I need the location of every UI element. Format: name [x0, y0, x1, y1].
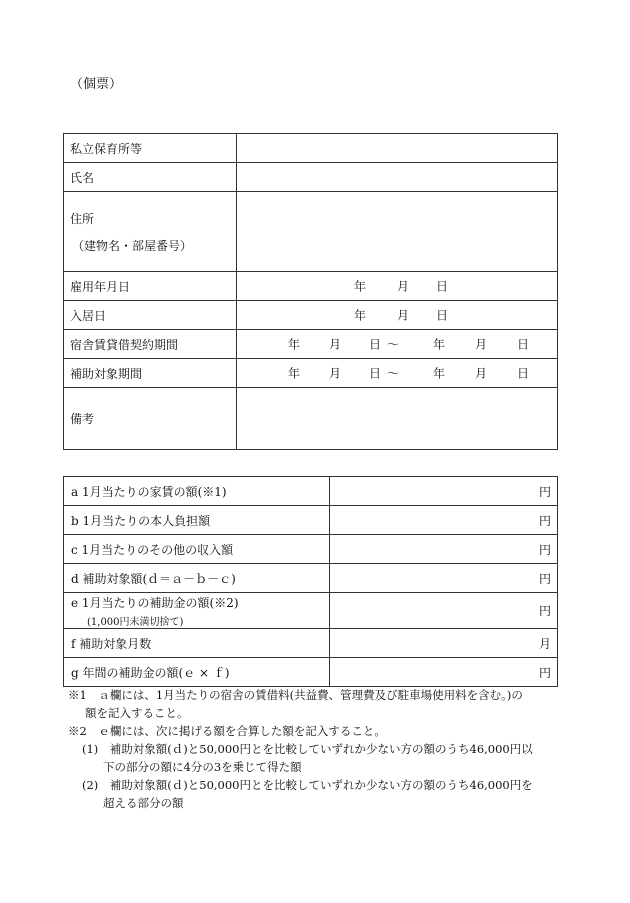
end-year-unit: 年: [433, 337, 446, 352]
calc-row-d: [64, 564, 558, 593]
end-day-unit: 日: [517, 366, 530, 381]
note-2-item-1-line-2: 下の部分の額に4分の3を乗じて得た額: [103, 760, 302, 774]
address-label: 住所: [70, 211, 95, 226]
move-in-date-field[interactable]: [237, 301, 558, 330]
start-day-unit: 日: [369, 337, 382, 352]
start-month-unit: 月: [329, 337, 342, 352]
range-tilde: 〜: [387, 337, 400, 352]
calc-row-a: [64, 477, 558, 506]
subsidy-period-field[interactable]: [237, 359, 558, 388]
end-month-unit: 月: [475, 366, 488, 381]
calc-row-c: [64, 535, 558, 564]
end-day-unit: 日: [517, 337, 530, 352]
name-value-field[interactable]: [237, 163, 558, 192]
subsidy-months-field[interactable]: 月: [330, 629, 558, 658]
employment-date-row: [64, 272, 558, 301]
year-unit: 年: [354, 308, 367, 323]
calc-row-b: [64, 506, 558, 535]
rounding-note: (1,000円未満切捨て): [87, 616, 184, 628]
self-burden-field[interactable]: 円: [330, 506, 558, 535]
address-row: [64, 192, 558, 272]
day-unit: 日: [436, 308, 449, 323]
note-1-line-1: ※1 ａ欄には、1月当たりの宿舎の賃借料(共益費、管理費及び駐車場使用料を含む。)の: [68, 688, 523, 702]
monthly-subsidy-label-cell: [64, 593, 330, 629]
subsidy-period-row: [64, 359, 558, 388]
annual-subsidy-field[interactable]: 円: [330, 658, 558, 687]
note-1-line-2: 額を記入すること。: [85, 706, 189, 720]
start-year-unit: 年: [288, 366, 301, 381]
day-unit: 日: [436, 279, 449, 294]
address-label-cell: [64, 192, 237, 272]
lease-period-label: 宿舎賃貸借契約期間: [64, 330, 237, 359]
calc-row-e: [64, 593, 558, 629]
other-income-label: c 1月当たりのその他の収入額: [64, 535, 330, 564]
facility-label: 私立保育所等: [64, 134, 237, 163]
lease-period-row: [64, 330, 558, 359]
subsidy-months-label: f 補助対象月数: [64, 629, 330, 658]
calc-row-g: [64, 658, 558, 687]
end-year-unit: 年: [433, 366, 446, 381]
year-unit: 年: [354, 279, 367, 294]
name-row: [64, 163, 558, 192]
note-2-item-2-line-1: (2) 補助対象額(ｄ)と50,000円とを比較していずれか少ない方の額のうち46,000円を: [82, 778, 533, 792]
self-burden-label: b 1月当たりの本人負担額: [64, 506, 330, 535]
applicant-info-table: [63, 133, 558, 450]
facility-value-field[interactable]: [237, 134, 558, 163]
remarks-label: 備考: [64, 388, 237, 450]
rent-amount-label: a 1月当たりの家賃の額(※1): [64, 477, 330, 506]
calc-row-f: [64, 629, 558, 658]
month-unit: 月: [397, 279, 410, 294]
start-year-unit: 年: [288, 337, 301, 352]
note-2: ※2 ｅ欄には、次に掲げる額を合算した額を記入すること。: [68, 724, 386, 738]
subsidy-period-label: 補助対象期間: [64, 359, 237, 388]
employment-date-field[interactable]: [237, 272, 558, 301]
other-income-field[interactable]: 円: [330, 535, 558, 564]
employment-date-label: 雇用年月日: [64, 272, 237, 301]
annual-subsidy-label: g 年間の補助金の額(ｅ × ｆ): [64, 658, 330, 687]
facility-row: [64, 134, 558, 163]
lease-period-field[interactable]: [237, 330, 558, 359]
end-month-unit: 月: [475, 337, 488, 352]
start-day-unit: 日: [369, 366, 382, 381]
name-label: 氏名: [64, 163, 237, 192]
remarks-value-field[interactable]: [237, 388, 558, 450]
note-2-item-2-line-2: 超える部分の額: [103, 796, 184, 810]
footnotes: [68, 686, 563, 812]
remarks-row: [64, 388, 558, 450]
start-month-unit: 月: [329, 366, 342, 381]
range-tilde: 〜: [387, 366, 400, 381]
address-value-field[interactable]: [237, 192, 558, 272]
month-unit: 月: [397, 308, 410, 323]
subsidy-target-label: d 補助対象額(ｄ＝ａ－ｂ－ｃ): [64, 564, 330, 593]
monthly-subsidy-field[interactable]: 円: [330, 593, 558, 629]
monthly-subsidy-label: e 1月当たりの補助金の額(※2): [71, 595, 239, 610]
document-label: （個票）: [70, 77, 123, 92]
move-in-date-label: 入居日: [64, 301, 237, 330]
note-2-item-1-line-1: (1) 補助対象額(ｄ)と50,000円とを比較していずれか少ない方の額のうち46,000円以: [82, 742, 533, 756]
move-in-date-row: [64, 301, 558, 330]
subsidy-target-field[interactable]: 円: [330, 564, 558, 593]
address-sub-label: （建物名・部屋番号）: [72, 238, 193, 253]
subsidy-calculation-table: [63, 476, 558, 687]
rent-amount-field[interactable]: 円: [330, 477, 558, 506]
